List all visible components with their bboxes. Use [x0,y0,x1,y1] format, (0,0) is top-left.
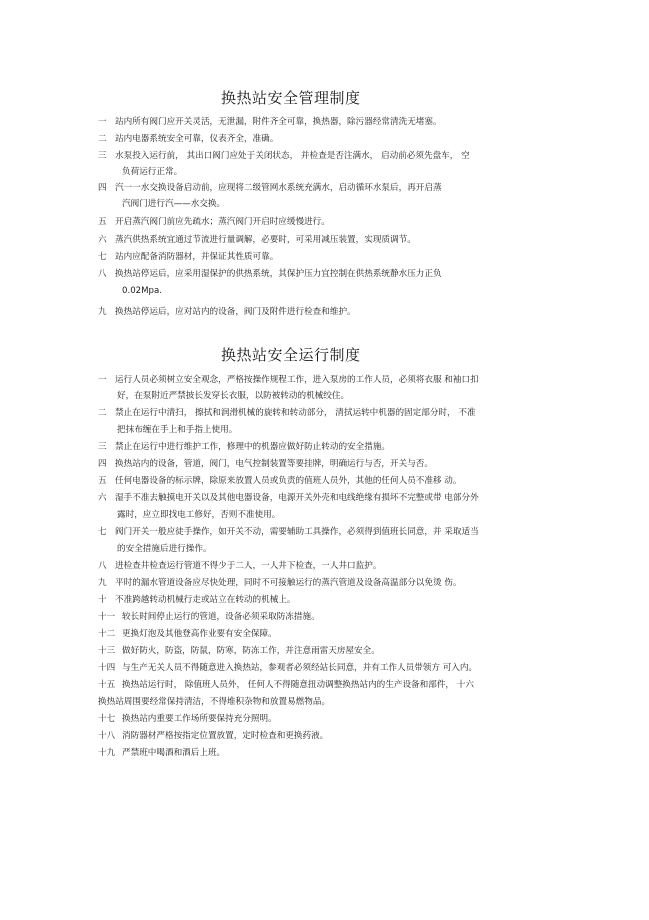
rule-text: 禁止在运行中清扫， 擦拭和润滑机械的旋转和转动部分， 清拭运转中机器的固定部分时， 不准 [115,408,476,418]
rule-text: 换热站停运后，应采用湿保护的供热系统，其保护压力宜控制在供热系统静水压力正负 [115,269,442,279]
rule-text: 湿手不准去触摸电开关以及其他电器设备，电源开关外壳和电线绝缘有损坏不完整或带 电部分外 [115,493,479,503]
rule-number: 八 [98,561,107,571]
rule-number: 九 [98,307,107,317]
rule-text: 消防器材严格按指定位置放置，定时检查和更换药液。 [122,731,329,741]
rule-number: 一 [98,117,107,127]
rule-text: 进检查井检查运行管道不得少于二人，一人井下检查，一人井口监护。 [115,561,382,571]
rule-number: 九 [98,578,107,588]
rule-text-continued: 负荷运行正常。 [122,167,183,177]
rule-number: 十一 [98,612,116,622]
rule-text-continued: 好，在泵附近严禁披长发穿长衣服，以防被转动的机械绞住。 [117,391,350,401]
rule-number: 十四 [98,663,116,673]
rule-text: 站内所有阀门应开关灵活，无泄漏，附件齐全可靠，换热器，除污器经常清洗无堵塞。 [115,117,442,127]
rule-number: 二 [98,408,107,418]
rule-text-continued: 露时，应立即找电工修好，否则不准使用。 [117,510,281,520]
rule-text: 与生产无关人员不得随意进入换热站，参观者必须经站长同意，并有工作人员带领方 可入内。 [122,663,478,673]
rule-number: 十九 [98,748,116,758]
rule-number: 八 [98,269,107,279]
section2-title: 换热站安全运行制度 [221,346,361,364]
rule-text: 做好防火，防盗，防鼠，防寒，防冻工作，并注意雨雷天房屋安全。 [122,646,380,656]
rule-number: 十 [98,595,107,605]
rule-text: 不准跨越转动机械行走或站立在转动的机械上。 [115,595,296,605]
rule-text: 禁止在运行中进行维护工作，修理中的机器应做好防止转动的安全措施。 [115,442,391,452]
rule-number: 十五 [98,680,116,690]
rule-text: 站内应配备消防器材，并保证其性质可靠。 [115,252,279,262]
rule-text: 平时的漏水管道设备应尽快处理，同时不可接触运行的蒸汽管道及设备高温部分以免烫 伤。 [115,578,462,588]
section1-title: 换热站安全管理制度 [221,89,361,107]
rule-text: 蒸汽供热系统宜通过节流进行量调解，必要时，可采用减压装置，实现质调节。 [115,235,416,245]
rule-number: 三 [98,442,107,452]
rule-number: 五 [98,476,107,486]
rule-text-continued: 的安全措施后进行操作。 [117,544,212,554]
rule-number: 六 [98,493,107,503]
rule-number: 五 [98,217,107,227]
rule-text: 任何电器设备的标示牌，除原来放置人员或负责的值班人员外，其他的任何人员不准移 动。 [115,476,462,486]
rule-text: 汽一一水交换设备启动前，应现将二级管网水系统充满水，启动循环水泵后，再开启蒸 [115,183,442,193]
rule-number: 一 [98,375,107,385]
rule-number: 二 [98,134,107,144]
rule-number: 四 [98,459,107,469]
rule-text: 换热站内的设备，管道，阀门，电气控制装置等要挂牌，明确运行与否，开关与否。 [115,459,433,469]
rule-text: 换热站停运后，应对站内的设备，阀门及附件进行检查和维护。 [115,307,356,317]
rule-text-continued: 换热站周围要经常保持清洁，不得堆积杂物和放置易燃物品。 [98,697,331,707]
rule-text: 换热站运行时， 除值班人员外， 任何人不得随意扭动调整换热站内的生产设备和部件， 十六 [122,680,474,690]
rule-number: 十三 [98,646,116,656]
rule-number: 三 [98,151,107,161]
rule-text: 较长时间停止运行的管道，设备必须采取防冻措施。 [122,612,320,622]
rule-number: 十二 [98,629,116,639]
rule-text: 换热站内重要工作场所要保持充分照明。 [122,714,277,724]
rule-number: 四 [98,183,107,193]
rule-text: 开启蒸汽阀门前应先疏水；蒸汽阀门开启时应缓慢进行。 [115,217,330,227]
rule-number: 六 [98,235,107,245]
rule-text: 更换灯泡及其他登高作业要有安全保障。 [122,629,277,639]
rule-number: 七 [98,527,107,537]
rule-text-continued: 汽阀门进行汽——水交换。 [122,199,226,209]
rule-text: 阀门开关一般应徒手操作，如开关不动，需要辅助工具操作，必须得到值班长同意，并 采取适当 [115,527,479,537]
rule-number: 七 [98,252,107,262]
rule-text: 站内电器系统安全可靠，仪表齐全，准确。 [115,134,279,144]
rule-text-continued: 把抹布缠在手上和手指上使用。 [117,425,238,435]
rule-number: 十七 [98,714,116,724]
rule-number: 十八 [98,731,116,741]
rule-text-continued: 0.02Mpa. [122,286,163,296]
rule-text: 水泵投入运行前， 其出口阀门应处于关闭状态， 并检查是否注满水， 启动前必须先盘车， 空 [115,151,470,161]
rule-text: 严禁班中喝酒和酒后上班。 [122,748,226,758]
rule-text: 运行人员必须树立安全观念，严格按操作规程工作，进入泵房的工作人员，必须将衣服 和袖口扣 [115,375,479,385]
